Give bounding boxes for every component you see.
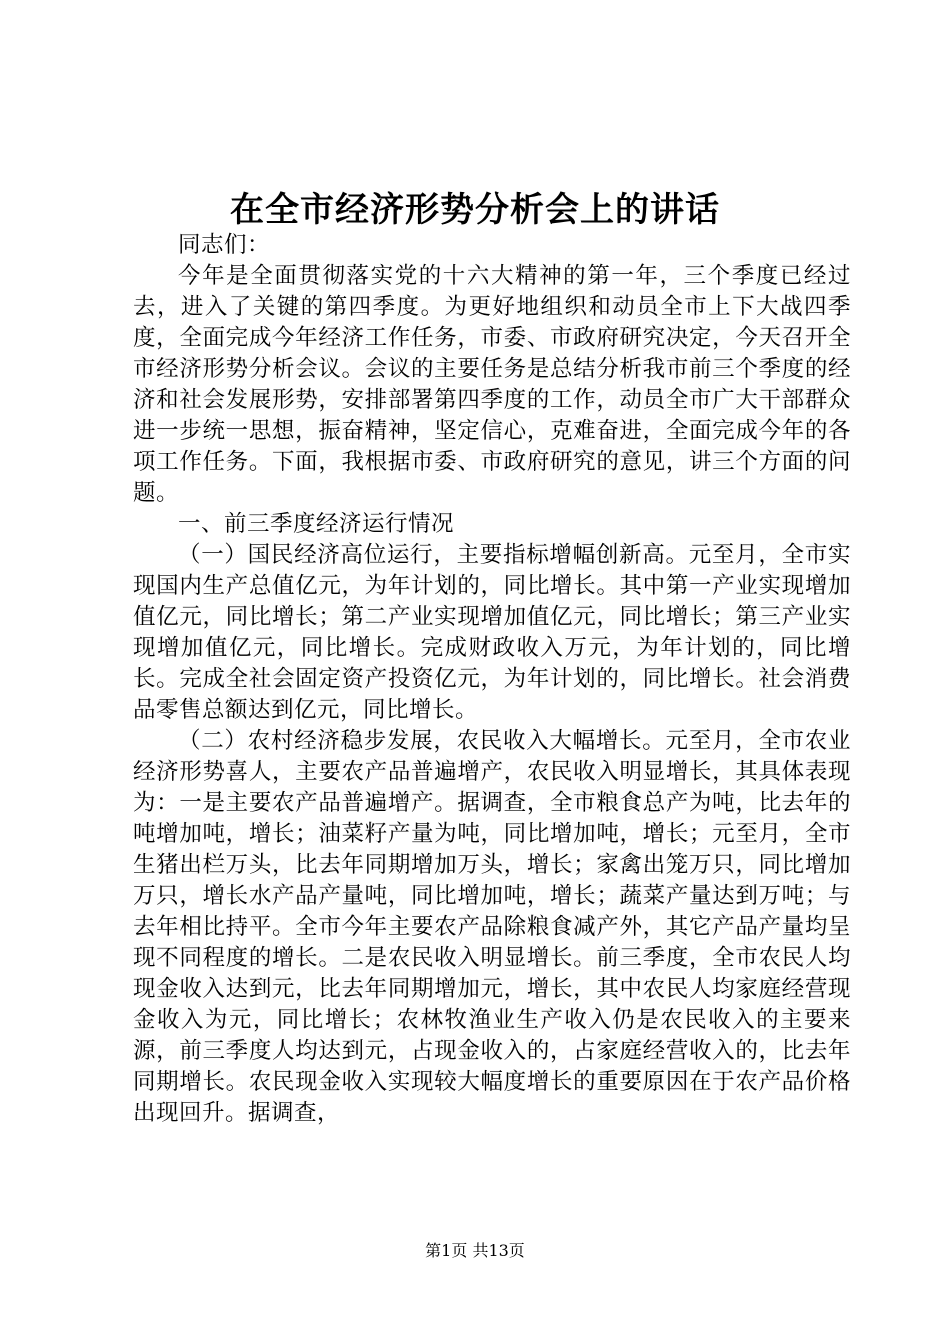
subsection-paragraph-2: （二）农村经济稳步发展，农民收入大幅增长。元至月，全市农业经济形势喜人，主要农产品普遍增产，农民收入明显增长，其具体表现为：一是主要农产品普遍增产。据调查，全市粮食总产为吨，比去年的吨增加吨，增长；油菜籽产量为吨，同比增加吨，增长；元至月，全市生猪出栏万头，比去年同期增加万头，增长；家禽出笼万只，同比增加万只，增长水产品产量吨，同比增加吨，增长；蔬菜产量达到万吨；与去年相比持平。全市今年主要农产品除粮食减产外，其它产品产量均呈现不同程度的增长。二是农民收入明显增长。前三季度，全市农民人均现金收入达到元，比去年同期增加元，增长，其中农民人均家庭经营现金收入为元，同比增长；农林牧渔业生产收入仍是农民收入的主要来源，前三季度人均达到元，占现金收入的，占家庭经营收入的，比去年同期增长。农民现金收入实现较大幅度增长的重要原因在于农产品价格出现回升。据调查， bbox=[133, 728, 851, 1126]
intro-paragraph: 今年是全面贯彻落实党的十六大精神的第一年，三个季度已经过去，进入了关键的第四季度。为更好地组织和动员全市上下大战四季度，全面完成今年经济工作任务，市委、市政府研究决定，今天召开全市经济形势分析会议。会议的主要任务是总结分析我市前三个季度的经济和社会发展形势，安排部署第四季度的工作，动员全市广大干部群众进一步统一思想，振奋精神，坚定信心，克难奋进，全面完成今年的各项工作任务。下面，我根据市委、市政府研究的意见，讲三个方面的问题。 bbox=[133, 263, 851, 506]
document-title: 在全市经济形势分析会上的讲话 bbox=[230, 190, 720, 230]
section-heading: 一、前三季度经济运行情况 bbox=[178, 511, 455, 537]
salutation: 同志们： bbox=[178, 232, 271, 258]
subsection-paragraph-1: （一）国民经济高位运行，主要指标增幅创新高。元至月，全市实现国内生产总值亿元，为年计划的，同比增长。其中第一产业实现增加值亿元，同比增长；第二产业实现增加值亿元，同比增长；第三产业实现增加值亿元，同比增长。完成财政收入万元，为年计划的，同比增长。完成全社会固定资产投资亿元，为年计划的，同比增长。社会消费品零售总额达到亿元，同比增长。 bbox=[133, 542, 851, 723]
document-body bbox=[133, 230, 851, 1129]
page-number-footer: 第1页 共13页 bbox=[425, 1241, 525, 1260]
